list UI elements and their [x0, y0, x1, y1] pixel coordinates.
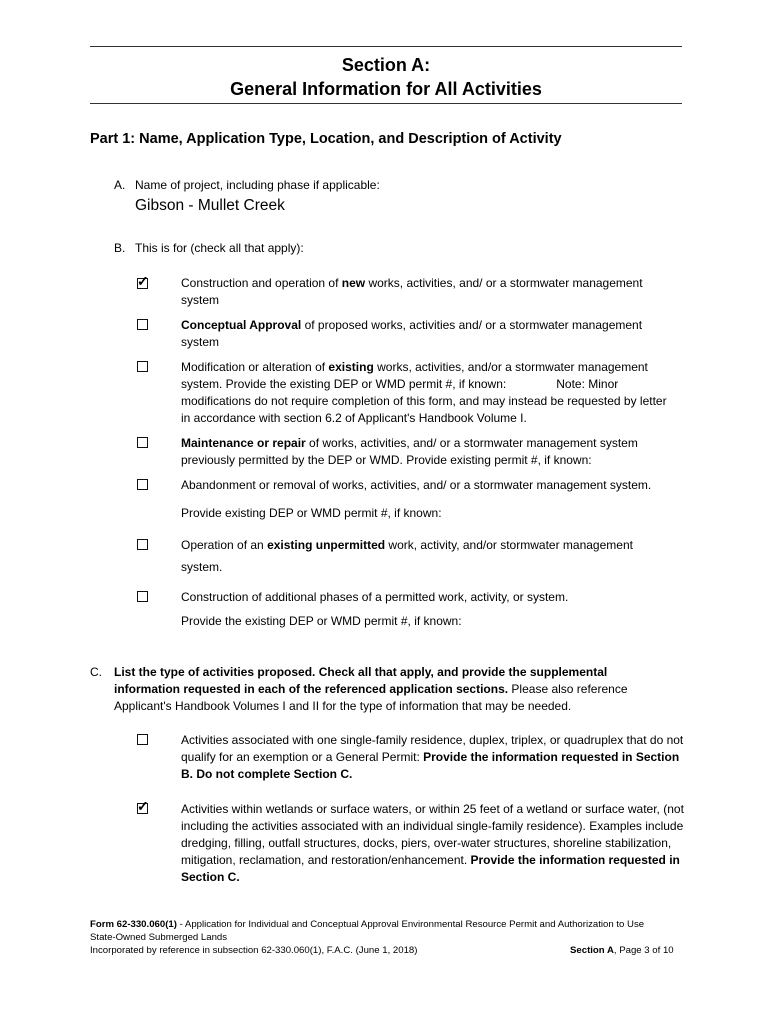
footer-line1	[90, 918, 690, 931]
option-bold: Maintenance or repair	[181, 436, 306, 450]
option-bold: Conceptual Approval	[181, 318, 302, 332]
option-text: works, activities, and/or a stormwater management system. Provide the existing DEP or WMD permit #, if known:	[181, 360, 648, 391]
checkbox-unchecked-icon[interactable]	[137, 437, 148, 448]
option-text: of works, activities, and/ or a stormwater management system previously permitted by the DEP or WMD. Provide existing permit #, if known:	[181, 436, 638, 467]
option-text: Operation of an	[181, 538, 268, 552]
checkbox-unchecked-icon[interactable]	[137, 734, 148, 745]
option-modification	[181, 359, 676, 427]
option-bold: new	[341, 276, 366, 290]
option-bold: Provide the information requested in Section C.	[181, 853, 680, 884]
form-number: Form 62-330.060(1)	[90, 919, 177, 930]
option-abandonment: Abandonment or removal of works, activities, and/ or a stormwater management system.	[181, 478, 652, 492]
bottom-rule	[90, 103, 682, 104]
option-bold: Provide the information requested in Section B. Do not complete Section C.	[181, 750, 680, 781]
option-text: works, activities, and/ or a stormwater management system	[181, 276, 643, 307]
option-text: Modification or alteration of	[181, 360, 329, 374]
option-wetlands	[181, 801, 701, 886]
footer-page-info	[570, 944, 674, 957]
option-abandonment-permit: Provide existing DEP or WMD permit #, if known:	[181, 506, 442, 520]
option-text: work, activity, and/or stormwater management	[385, 538, 633, 552]
item-b-label: This is for (check all that apply):	[135, 241, 304, 255]
option-text: Activities associated with one single-family residence, duplex, triplex, or quadruplex that do not qualify for an exemption or a General Permit:	[181, 733, 684, 764]
item-a-letter: A.	[114, 178, 126, 192]
option-existing-unpermitted-line2: system.	[181, 560, 223, 574]
footer-line2: State-Owned Submerged Lands	[90, 932, 228, 943]
checkbox-checked-icon[interactable]: ✓	[137, 273, 149, 289]
option-additional-phases: Construction of additional phases of a permitted work, activity, or system.	[181, 590, 569, 604]
form-description: - Application for Individual and Conceptual Approval Environmental Resource Permit and Authorization to Use	[176, 919, 645, 930]
item-a-label: Name of project, including phase if applicable:	[135, 178, 380, 192]
checkbox-unchecked-icon[interactable]	[137, 361, 148, 372]
project-name-value[interactable]: Gibson - Mullet Creek	[135, 197, 285, 214]
footer-section-label: Section A	[570, 945, 614, 956]
option-text: Activities within wetlands or surface waters, or within 25 feet of a wetland or surface water, (not including the activities associated with an individual single-family residence). Examples include dredging, filling, outfall structures, docks, piers, over-water structures, shoreline stabilization, mitigation, reclamation, and restoration/enhancement.	[181, 802, 684, 867]
checkbox-unchecked-icon[interactable]	[137, 319, 148, 330]
section-title-line2: General Information for All Activities	[230, 79, 542, 99]
option-existing-unpermitted	[181, 537, 686, 554]
option-single-family	[181, 732, 691, 783]
checkbox-checked-icon[interactable]: ✓	[137, 798, 149, 814]
section-title-line1: Section A:	[341, 55, 431, 75]
item-c-letter: C.	[90, 665, 102, 679]
option-new-construction	[181, 275, 676, 309]
footer-line3: Incorporated by reference in subsection 62-330.060(1), F.A.C. (June 1, 2018)	[90, 945, 418, 956]
option-text: of proposed works, activities and/ or a stormwater management system	[181, 318, 643, 349]
option-maintenance-repair	[181, 435, 676, 469]
item-c-text: Please also reference Applicant's Handbook Volumes I and II for the type of information that may be needed.	[114, 682, 628, 713]
option-conceptual-approval	[181, 317, 676, 351]
item-b-letter: B.	[114, 241, 126, 255]
option-text: Construction and operation of	[181, 276, 342, 290]
option-note: Note: Minor modifications do not require completion of this form, and may instead be requested by letter in accordance with section 6.2 of Applicant's Handbook Volume I.	[181, 377, 667, 425]
footer-page-number: , Page 3 of 10	[613, 945, 674, 956]
part1-title: Part 1: Name, Application Type, Location, and Description of Activity	[90, 131, 562, 147]
option-additional-phases-permit: Provide the existing DEP or WMD permit #, if known:	[181, 614, 462, 628]
top-rule	[90, 46, 682, 47]
item-c-intro	[114, 664, 674, 715]
option-bold: existing	[328, 360, 374, 374]
checkbox-unchecked-icon[interactable]	[137, 479, 148, 490]
checkbox-unchecked-icon[interactable]	[137, 539, 148, 550]
item-c-bold: List the type of activities proposed. Check all that apply, and provide the supplemental information requested in each of the referenced application sections.	[114, 665, 608, 696]
option-bold: existing unpermitted	[267, 538, 386, 552]
checkbox-unchecked-icon[interactable]	[137, 591, 148, 602]
